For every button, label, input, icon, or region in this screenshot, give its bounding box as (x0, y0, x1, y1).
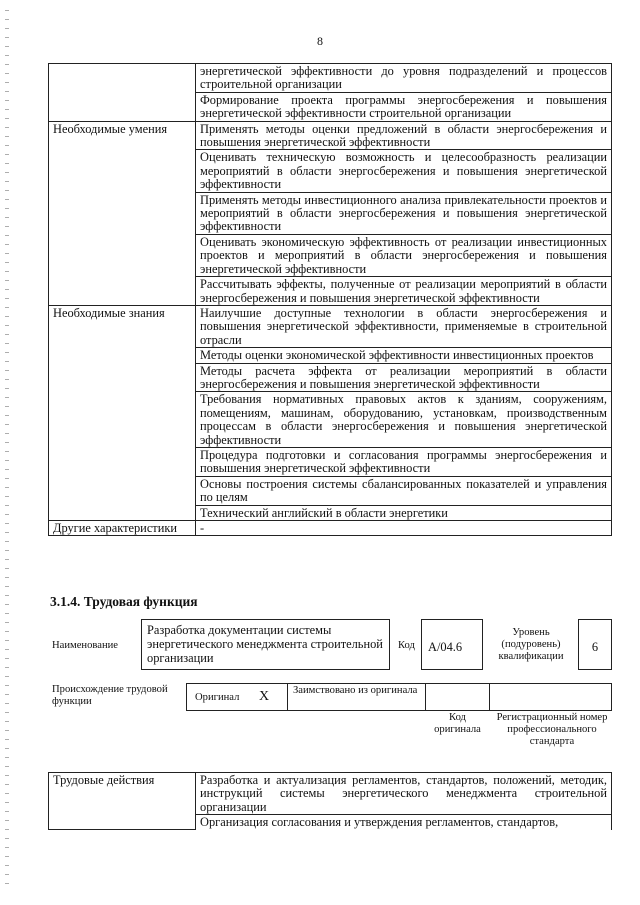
level-label: Уровень (подуровень) квалификации (498, 627, 564, 662)
reg-number-label: Регистрационный номер профессионального стандарта (496, 712, 608, 747)
table-row (49, 305, 612, 347)
row-value: Методы расчета эффекта от реализации мероприятий в области энергосбережения и повышения энергетической эффективности (196, 363, 612, 392)
row-label-knowledge: Необходимые знания (49, 305, 196, 520)
row-value: Оценивать экономическую эффективность от реализации инвестиционных проектов и мероприятий в области энергосбережения и повышения энергетической эффективности (196, 234, 612, 276)
row-value: Методы оценки экономической эффективности инвестиционных проектов (196, 348, 612, 363)
table-row (49, 521, 612, 536)
labor-actions-table (48, 772, 612, 830)
row-value: Требования нормативных правовых актов к зданиям, сооружениям, помещениям, машинам, оборудованию, установкам, производственным процессам в области энергосбережения и повышения энергетической эффективности (196, 392, 612, 448)
row-value: Оценивать техническую возможность и целесообразность реализации мероприятий в области энергосбережения и повышения энергетической эффективности (196, 150, 612, 192)
reg-number-cell (489, 683, 612, 711)
original-mark: X (259, 689, 270, 704)
row-value: энергетической эффективности до уровня подразделений и процессов строительной организации (196, 64, 612, 93)
row-value: Применять методы инвестиционного анализа привлекательности проектов и мероприятий в области энергосбережения и повышения энергетической эффективности (196, 192, 612, 234)
original-cell (186, 683, 288, 711)
table-row (49, 773, 612, 815)
code-box (421, 619, 483, 670)
borrowed-label: Заимствовано из оригинала (293, 685, 418, 696)
row-value: Рассчитывать эффекты, полученные от реализации мероприятий в области энергосбережения и повышения энергетической эффективности (196, 277, 612, 306)
code-value: A/04.6 (428, 640, 463, 654)
row-value: Разработка и актуализация регламентов, стандартов, положений, методик, инструкций системы энергетического менеджмента строительной организации (196, 773, 612, 815)
row-label-other: Другие характеристики (49, 521, 196, 536)
function-name-box (141, 619, 390, 670)
table-row (49, 64, 612, 93)
page-number: 8 (317, 34, 323, 48)
name-label: Наименование (52, 640, 118, 651)
row-value: Процедура подготовки и согласования программы энергосбережения и повышения энергетической эффективности (196, 447, 612, 476)
level-value: 6 (591, 640, 599, 654)
borrowed-cell (287, 683, 426, 711)
origin-label: Происхождение трудовой функции (52, 684, 168, 707)
original-label: Оригинал (195, 692, 240, 703)
row-value: Технический английский в области энергетики (196, 505, 612, 520)
scan-margin-marks (5, 10, 9, 890)
requirements-table (48, 63, 612, 536)
row-value: Основы построения системы сбалансированных показателей и управления по целям (196, 476, 612, 505)
code-original-cell (425, 683, 490, 711)
row-value: Применять методы оценки предложений в области энергосбережения и повышения энергетической эффективности (196, 121, 612, 150)
table-row (49, 121, 612, 150)
code-label: Код (398, 640, 415, 651)
row-label-actions: Трудовые действия (49, 773, 196, 830)
section-title: 3.1.4. Трудовая функция (50, 594, 198, 609)
row-value: Формирование проекта программы энергосбережения и повышения энергетической эффективности строительной организации (196, 92, 612, 121)
row-label (49, 64, 196, 122)
level-box (578, 619, 612, 670)
code-original-label: Код оригинала (434, 712, 481, 735)
function-name-value: Разработка документации системы энергетического менеджмента строительной организации (147, 623, 383, 665)
row-value: Организация согласования и утверждения регламентов, стандартов, (196, 815, 612, 830)
row-value: - (196, 521, 612, 536)
row-label-skills: Необходимые умения (49, 121, 196, 305)
row-value: Наилучшие доступные технологии в области энергосбережения и повышения энергетической эффективности, применяемые в строительной отрасли (196, 305, 612, 347)
